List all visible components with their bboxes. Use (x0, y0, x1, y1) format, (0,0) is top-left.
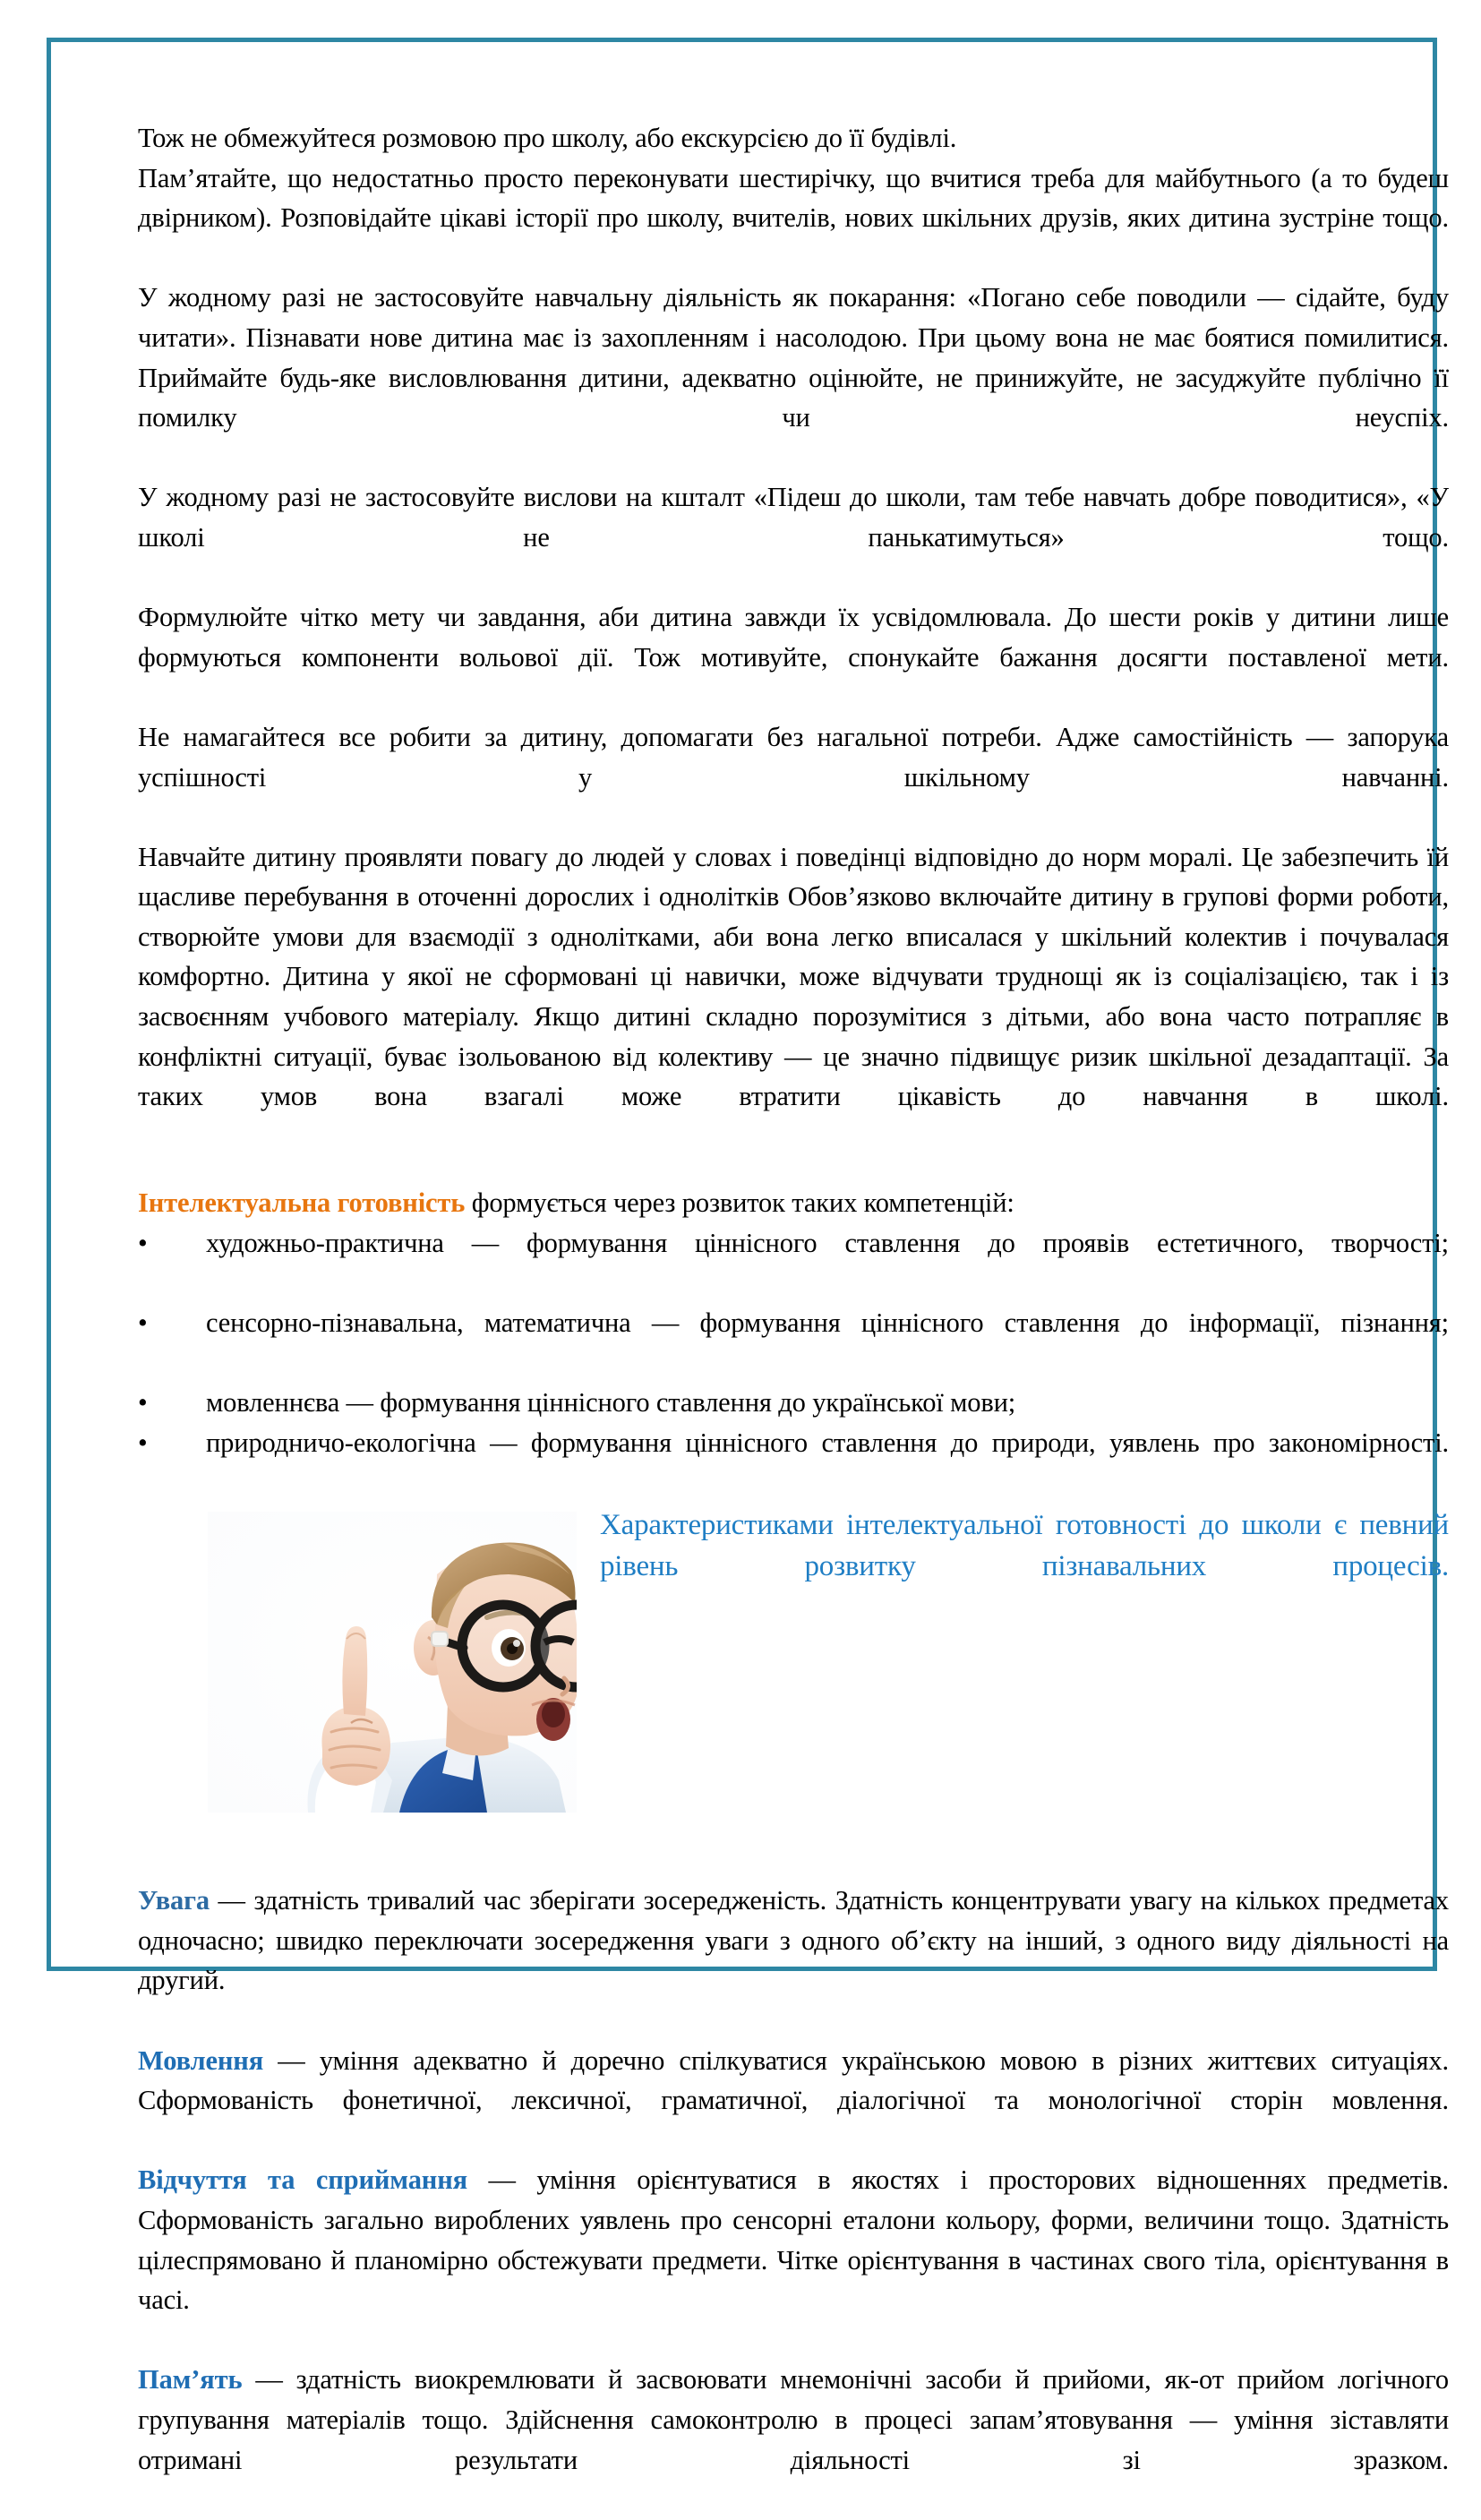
page-border-frame (47, 38, 1449, 2475)
competency-bullet-4-text: природничо-екологічна — формування ціннісного ставлення до природи, уявлень про закономірності. (206, 1427, 1449, 1458)
boy-with-glasses-pointing-up-photo (208, 1512, 577, 1813)
trait-speech-dash: — (263, 2044, 320, 2076)
illustrated-section (138, 1504, 1449, 2040)
paragraph-7: Навчайте дитину проявляти повагу до людей у словах і поведінці відповідно до норм моралі. Це забезпечить їй щасливе перебування в оточенні дорослих і однолітків Обов’язково включайте дитину в групові форми роботи, створюйте умови для взаємодії з однолітками, аби вона легко вписалася у шкільний колектив і почувалася комфортно. Дитина у якої не сформовані ці навички, може відчувати труднощі як із соціалізацією, так і із засвоєнням учбового матеріалу. Якщо дитині складно порозумітися з дітьми, або вона часто потрапляє в конфліктні ситуації, буває ізольованою від колективу — це значно підвищує ризик шкільної дезадаптації. За таких умов вона взагалі може втратити цікавість до навчання в школі. (138, 841, 1449, 1112)
competency-bullet-3-text: мовленнєва — формування ціннісного ставлення до української мови; (206, 1387, 1016, 1419)
paragraph-6: Не намагайтеся все робити за дитину, допомагати без нагальної потреби. Адже самостійність — запорука успішності у шкільному навчанні. (138, 721, 1449, 793)
trait-attention-term: Увага (138, 1885, 210, 1916)
trait-memory-text: здатність виокремлювати й засвоювати мнемонічні засоби й прийоми, як-от прийом логічного групування матеріалів тощо. Здійснення самоконтролю в процесі запам’ятовування — уміння зіставляти отримані результати діяльності зі зразком. (138, 2364, 1449, 2475)
competency-bullet-2 (138, 1303, 1449, 1383)
paragraph-4: У жодному разі не застосовуйте вислови на кшталт «Підеш до школи, там тебе навчать добре поводитися», «У школі не панькатимуться» тощо. (138, 482, 1449, 553)
intellectual-readiness-heading-line (138, 1183, 1449, 1223)
bullet-marker-icon: • (138, 1427, 148, 1458)
paragraph-3: У жодному разі не застосовуйте навчальну діяльність як покарання: «Погано себе поводили — сідайте, буду читати». Пізнавати нове дитина має із захопленням і насолодою. При цьому вона не має боятися помилитися. Приймайте будь-яке висловлювання дитини, адекватно оцінюйте, не принижуйте, не засуджуйте публічно її помилку чи неуспіх. (138, 282, 1449, 433)
trait-speech (138, 2041, 1449, 2161)
trait-memory-term: Пам’ять (138, 2364, 243, 2396)
paragraph-5: Формулюйте чітко мету чи завдання, аби дитина завжди їх усвідомлювала. До шести років у дитини лише формуються компоненти вольової дії. Тож мотивуйте, спонукайте бажання досягти поставленої мети. (138, 602, 1449, 673)
trait-attention (138, 1881, 1449, 2040)
trait-memory (138, 2360, 1449, 2519)
trait-attention-text: здатність тривалий час зберігати зосередженість. Здатність концентрувати увагу на кількох предметах одночасно; швидко переключати зосередження уваги з одного об’єкту на інший, з одного виду діяльності на другий. (138, 1885, 1449, 1996)
paragraph-2: Пам’ятайте, що недостатньо просто переконувати шестирічку, що вчитися треба для майбутнього (а то будеш двірником). Розповідайте цікаві історії про школу, вчителів, нових шкільних друзів, яких дитина зустріне тощо. (138, 162, 1449, 234)
page-content (138, 118, 1449, 2520)
competency-bullet-2-text: сенсорно-пізнавальна, математична — формування ціннісного ставлення до інформації, пізнання; (206, 1307, 1449, 1339)
trait-memory-dash: — (242, 2364, 296, 2396)
intellectual-readiness-heading-tail: формується через розвиток таких компетенцій: (465, 1187, 1014, 1219)
intellectual-readiness-heading: Інтелектуальна готовність (138, 1187, 466, 1219)
competency-bullet-1-text: художньо-практична — формування ціннісного ставлення до проявів естетичного, творчості; (206, 1228, 1449, 1259)
trait-speech-term: Мовлення (138, 2044, 264, 2076)
lead-blue-statement: Характеристиками інтелектуальної готовності до школи є певний рівень розвитку пізнавальних процесів. (600, 1509, 1449, 1583)
trait-perception-term: Відчуття та сприймання (138, 2164, 468, 2196)
trait-perception (138, 2160, 1449, 2360)
competency-bullet-4 (138, 1423, 1449, 1503)
trait-perception-dash: — (467, 2164, 537, 2196)
bullet-marker-icon: • (138, 1228, 148, 1259)
trait-speech-text: уміння адекватно й доречно спілкуватися українською мовою в різних життєвих ситуаціях. Сформованість фонетичної, лексичної, граматичної, діалогічної та монологічної сторін мовлення. (138, 2044, 1449, 2116)
trait-perception-text: уміння орієнтуватися в якостях і просторових відношеннях предметів. Сформованість загально вироблених уявлень про сенсорні еталони кольору, форми, величини тощо. Здатність цілеспрямовано й планомірно обстежувати предмети. Чітке орієнтування в частинах свого тіла, орієнтування в часі. (138, 2164, 1449, 2316)
competency-bullet-1 (138, 1223, 1449, 1303)
trait-attention-dash: — (209, 1885, 254, 1916)
bullet-marker-icon: • (138, 1387, 148, 1419)
competency-bullet-3 (138, 1383, 1449, 1423)
lead-spacer (138, 1854, 1449, 1881)
boy-illustration-svg (208, 1512, 577, 1813)
bullet-marker-icon: • (138, 1307, 148, 1339)
paragraph-1: Тож не обмежуйтеся розмовою про школу, або екскурсією до її будівлі. (138, 123, 957, 153)
section-spacer (138, 1156, 1449, 1183)
